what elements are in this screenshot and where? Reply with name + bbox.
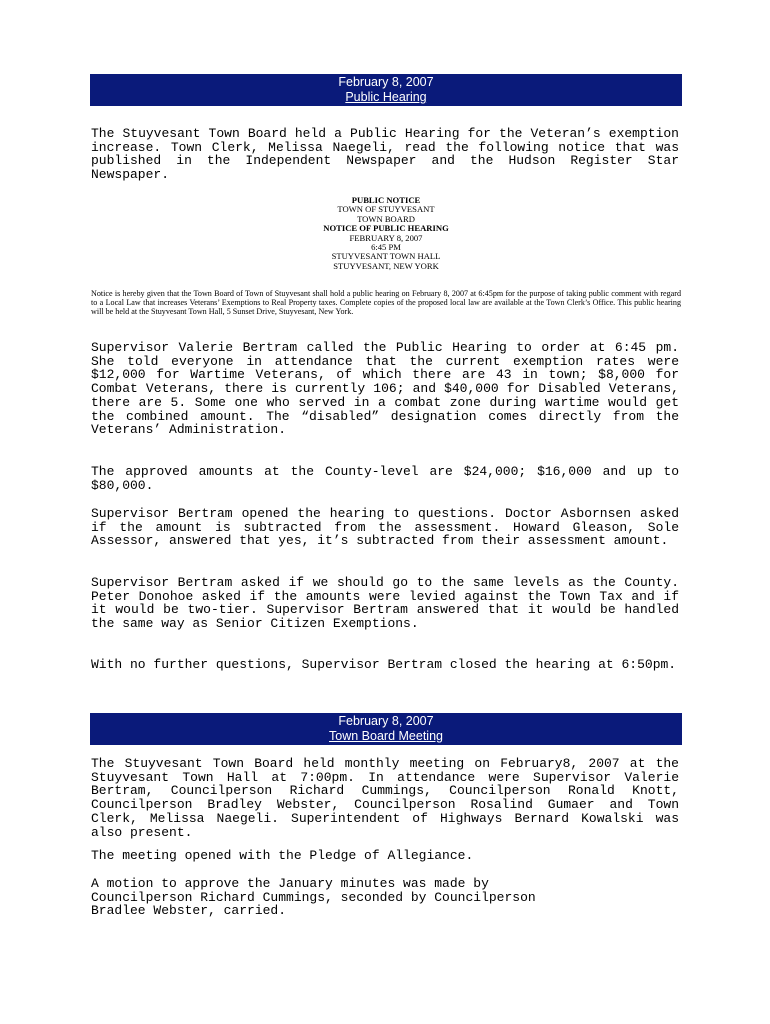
section-date: February 8, 2007 [338,75,434,89]
meeting-paragraph-3-line: Councilperson Richard Cummings, seconded by Councilperson [91,889,536,905]
public-notice-heading-block [90,196,682,271]
meeting-paragraph-3-line: Bradlee Webster, carried. [91,903,287,919]
intro-paragraph: The Stuyvesant Town Board held a Public Hearing for the Veteran’s exemption increase. Town Clerk, Melissa Naegeli, read the following notice that was published in the Independent Newspaper and the Hudson Register Star Newspaper. [91,126,679,183]
notice-line: STUYVESANT, NEW YORK [333,260,439,271]
section-title: Public Hearing [345,90,427,104]
meeting-paragraph-1: The Stuyvesant Town Board held monthly meeting on February8, 2007 at the Stuyvesant Town Hall at 7:00pm. In attendance were Supervisor Valerie Bertram, Councilperson Richard Cummings, Councilperson Ronald Knott, Councilperson Bradley Webster, Councilperson Rosalind Gumaer and Town Clerk, Melissa Naegeli. Superintendent of Highways Bernard Kowalski was also present. [91,756,679,840]
section-header-town-board-meeting [90,713,682,745]
meeting-paragraph-2: The meeting opened with the Pledge of Allegiance. [91,848,474,863]
notice-heading: PUBLIC NOTICE [351,195,421,205]
hearing-paragraph-2: The approved amounts at the County-level are $24,000; $16,000 and up to $80,000. [91,464,679,493]
hearing-paragraph-5: With no further questions, Supervisor Bertram closed the hearing at 6:50pm. [91,657,677,672]
meeting-paragraph-3-line: A motion to approve the January minutes was made by [91,876,489,891]
notice-line: FEBRUARY 8, 2007 [349,232,423,243]
hearing-paragraph-4: Supervisor Bertram asked if we should go to the same levels as the County. Peter Donohoe asked if the amounts were levied against the Town Tax and if it would be two-tier. Supervisor Bertram answered that it would be handled the same way as Senior Citizen Exemptions. [91,575,679,632]
notice-line: NOTICE OF PUBLIC HEARING [323,223,449,234]
meeting-paragraph-3 [91,877,679,918]
section-header-public-hearing [90,74,682,106]
notice-line: STUYVESANT TOWN HALL [331,251,441,262]
hearing-paragraph-3: Supervisor Bertram opened the hearing to questions. Doctor Asbornsen asked if the amount is subtracted from the assessment. Howard Gleason, Sole Assessor, answered that yes, it’s subtracted from their assessment amount. [91,506,679,549]
notice-line: 6:45 PM [371,242,401,253]
section-title: Town Board Meeting [329,729,443,743]
notice-line: TOWN BOARD [357,213,415,224]
section-date: February 8, 2007 [338,714,434,728]
notice-line: TOWN OF STUYVESANT [337,204,435,215]
notice-body: Notice is hereby given that the Town Board of Town of Stuyvesant shall hold a public hearing on February 8, 2007 at 6:45pm for the purpose of taking public comment with regard to a Local Law that increases Veterans’ Exemptions to Real Property taxes. Complete copies of the proposed local law are available at the Town Clerk’s Office. This public hearing will be held at the Stuyvesant Town Hall, 5 Sunset Drive, Stuyvesant, New York. [91,289,681,317]
hearing-paragraph-1: Supervisor Valerie Bertram called the Public Hearing to order at 6:45 pm. She told everyone in attendance that the current exemption rates were $12,000 for Wartime Veterans, of which there are 43 in town; $8,000 for Combat Veterans, there is currently 106; and $40,000 for Disabled Veterans, there are 5. Some one who served in a combat zone during wartime would get the combined amount. The “disabled” designation comes directly from the Veterans’ Administration. [91,340,679,438]
